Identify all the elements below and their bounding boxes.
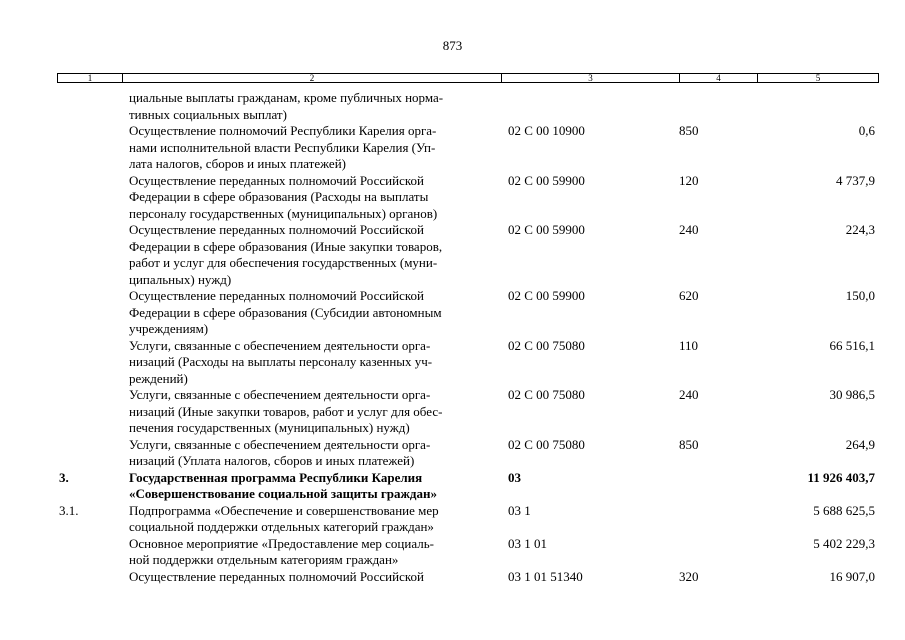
row-number (57, 338, 122, 388)
row-expense-type: 240 (679, 222, 699, 237)
row-expense-type (665, 470, 759, 503)
row-code: 02 С 00 59900 (508, 222, 585, 237)
row-number (57, 569, 122, 586)
table-row (57, 90, 879, 123)
row-expense-type: 620 (679, 288, 699, 303)
row-number: 3. (59, 469, 69, 485)
row-name: Государственная программа Республики Карелия «Совершенствование социальной защиты граждан» (129, 469, 437, 501)
table-row (57, 288, 879, 338)
row-number (57, 288, 122, 338)
table-header (57, 73, 879, 83)
row-amount (759, 90, 879, 123)
row-name: циальные выплаты гражданам, кроме публичных норма- тивных социальных выплат) (129, 90, 444, 122)
row-expense-type: 850 (679, 123, 699, 138)
row-expense-type: 110 (679, 337, 699, 353)
column-header-2: 2 (123, 74, 502, 82)
table-row (57, 123, 879, 173)
row-code: 02 С 00 75080 (508, 387, 585, 402)
table-row (57, 470, 879, 503)
row-expense-type: 850 (679, 436, 699, 452)
row-amount: 5 688 625,5 (813, 502, 875, 518)
row-number (57, 437, 122, 470)
row-name: Подпрограмма «Обеспечение и совершенствование мер социальной поддержки отдельных категорий граждан» (129, 502, 439, 534)
row-expense-type (665, 90, 759, 123)
row-amount: 66 516,1 (829, 337, 875, 353)
table-row (57, 173, 879, 223)
row-number (57, 387, 122, 437)
row-code: 02 С 00 75080 (508, 337, 585, 353)
row-name: Осуществление полномочий Республики Карелия орга- нами исполнительной власти Республики Карелия (Уп- лата налогов, сборов и иных платежей) (129, 123, 437, 171)
row-code: 03 1 (508, 502, 531, 518)
column-header-3: 3 (502, 74, 680, 82)
table-row (57, 437, 879, 470)
row-code: 02 С 00 75080 (508, 436, 585, 452)
row-name: Основное мероприятие «Предоставление мер социаль- ной поддержки отдельным категориям граждан» (129, 535, 434, 567)
row-name: Осуществление переданных полномочий Российской Федерации в сфере образования (Иные закупки товаров, работ и услуг для обеспечения государственных (муни- ципальных) нужд) (129, 222, 443, 287)
row-expense-type: 320 (679, 568, 699, 584)
row-amount: 150,0 (845, 288, 875, 303)
table-row (57, 503, 879, 536)
budget-table (57, 90, 879, 585)
table-row (57, 338, 879, 388)
table-row (57, 222, 879, 288)
row-amount: 30 986,5 (829, 387, 875, 402)
row-expense-type (665, 536, 759, 569)
row-expense-type: 240 (679, 387, 699, 402)
row-code: 03 (508, 469, 521, 485)
row-amount: 224,3 (845, 222, 875, 237)
row-amount: 11 926 403,7 (807, 469, 875, 485)
row-amount: 264,9 (845, 436, 875, 452)
row-number (57, 173, 122, 223)
row-name: Осуществление переданных полномочий Российской Федерации в сфере образования (Субсидии автономным учреждениям) (129, 288, 442, 336)
row-number (57, 123, 122, 173)
column-header-1: 1 (58, 74, 123, 82)
row-number: 3.1. (59, 502, 79, 518)
row-number (57, 222, 122, 288)
page-number: 873 (442, 38, 463, 53)
row-number (57, 90, 122, 123)
row-name: Услуги, связанные с обеспечением деятельности орга- низаций (Уплата налогов, сборов и иных платежей) (129, 436, 431, 468)
row-code: 03 1 01 51340 (508, 568, 583, 584)
row-name: Услуги, связанные с обеспечением деятельности орга- низаций (Иные закупки товаров, работ и услуг для обес- печения государственных (муниципальных) нужд) (129, 387, 443, 435)
row-amount: 4 737,9 (836, 172, 875, 188)
row-name: Осуществление переданных полномочий Российской (129, 568, 424, 584)
row-code: 02 С 00 59900 (508, 288, 585, 303)
row-amount: 16 907,0 (829, 568, 875, 584)
table-row (57, 387, 879, 437)
row-amount: 0,6 (858, 123, 875, 138)
row-name: Осуществление переданных полномочий Российской Федерации в сфере образования (Расходы на выплаты персоналу государственных (муниципальных) органов) (129, 172, 438, 221)
row-code: 02 С 00 59900 (508, 172, 585, 188)
table-row (57, 536, 879, 569)
row-code: 03 1 01 (508, 535, 547, 551)
row-number (57, 536, 122, 569)
table-row (57, 569, 879, 586)
row-name: Услуги, связанные с обеспечением деятельности орга- низаций (Расходы на выплаты персоналу казенных уч- реждений) (129, 337, 433, 386)
column-header-4: 4 (680, 74, 758, 82)
row-code (501, 90, 665, 123)
row-amount: 5 402 229,3 (813, 535, 875, 551)
column-header-5: 5 (815, 73, 821, 83)
row-code: 02 С 00 10900 (508, 123, 585, 138)
row-expense-type (665, 503, 759, 536)
row-expense-type: 120 (679, 172, 699, 188)
